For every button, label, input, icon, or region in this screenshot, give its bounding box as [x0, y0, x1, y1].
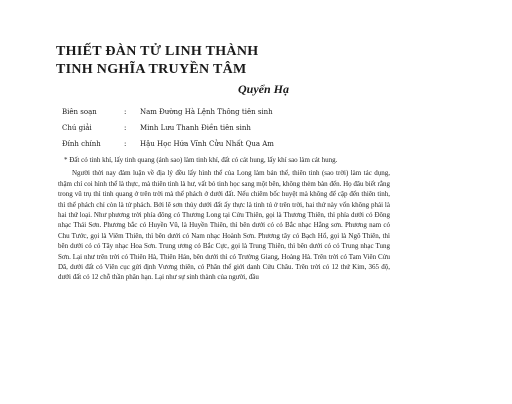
- credit-separator: :: [124, 140, 127, 148]
- title-line-2: TINH NGHĨA TRUYỀN TÂM: [56, 62, 247, 77]
- body-paragraph: Người thời nay đàm luận về địa lý đều lấy hình thể của Long làm bản thể, thiên tinh (sao trời) làm tác dụng, thậm chí coi hình thể là thực, mà thiên tinh là hư, vất bỏ tinh học sang một bên, không thèm bàn đến. Họ đâu biết rằng trong vũ trụ thì tinh quang ở trên trời mà thể phách ở dưới đất. Nếu chiêm bốc huyệt mà không để cập đến thiên tinh, thì thể phách chỉ còn là tử phách. Bởi lẽ sơn thủy dưới đất ấy thực là tinh tú ở trên trời, hai thứ này vốn không phải là hai thứ loại. Như phương trời phía đông có Thương Long tại Cửu Thiên, gọi là Thương Thiên, thì phía dưới có Đông nhạc Thái Sơn. Phương bắc có Huyền Vũ, là Huyền Thiên, thì bên dưới có có Bắc nhạc Hằng sơn. Phương nam có Chu Tước, gọi là Viêm Thiên, thì bên dưới có Nam nhạc Hoành Sơn. Phương tây có Bạch Hổ, gọi là Ngô Thiên, thì bên dưới có có Tây nhạc Hoa Sơn. Trung ương có Bắc Cực, gọi là Trung Thiên, thì bên dưới có có Trung nhạc Tung Sơn. Lại như trên trời có Thiên Hà, Thiên Hán, bên dưới thì có Trường Giang, Hoàng Hà. Trên trời có Tam Viên Cửu Dã, dưới đất có Viên cục gửi định Vương thiên, có Phân thể giới danh Cửu Châu. Trên trời có 12 thứ Kim, 365 độ, dưới đất có 12 chỗ thần phân hạn. Lại như sự sinh thành của người, đầu: [58, 169, 390, 282]
- credit-separator: :: [124, 124, 127, 132]
- credit-row-corrector: [62, 136, 274, 152]
- epigraph: * Đất có tinh khí, lấy tinh quang (ánh sao) làm tinh khí, đất có cát hung, lấy khí sao làm cát hung.: [64, 156, 338, 164]
- credit-name: Minh Lưu Thanh Điền tiên sinh: [140, 124, 251, 132]
- credit-row-editor: [62, 104, 274, 120]
- credit-role: Chú giải: [62, 124, 92, 132]
- volume-subtitle: Quyển Hạ: [238, 82, 289, 96]
- credit-role: Biên soạn: [62, 108, 97, 116]
- credit-name: Hậu Học Hứa Vĩnh Cửu Nhất Qua Am: [140, 140, 274, 148]
- body-text: [58, 155, 390, 283]
- credit-role: Đính chính: [62, 140, 101, 148]
- credits-block: [62, 104, 274, 152]
- credit-row-annotator: [62, 120, 274, 136]
- title-line-1: THIẾT ĐÀN TỬ LINH THÀNH: [56, 44, 259, 59]
- credit-name: Nam Đường Hà Lệnh Thông tiên sinh: [140, 108, 273, 116]
- credit-separator: :: [124, 108, 127, 116]
